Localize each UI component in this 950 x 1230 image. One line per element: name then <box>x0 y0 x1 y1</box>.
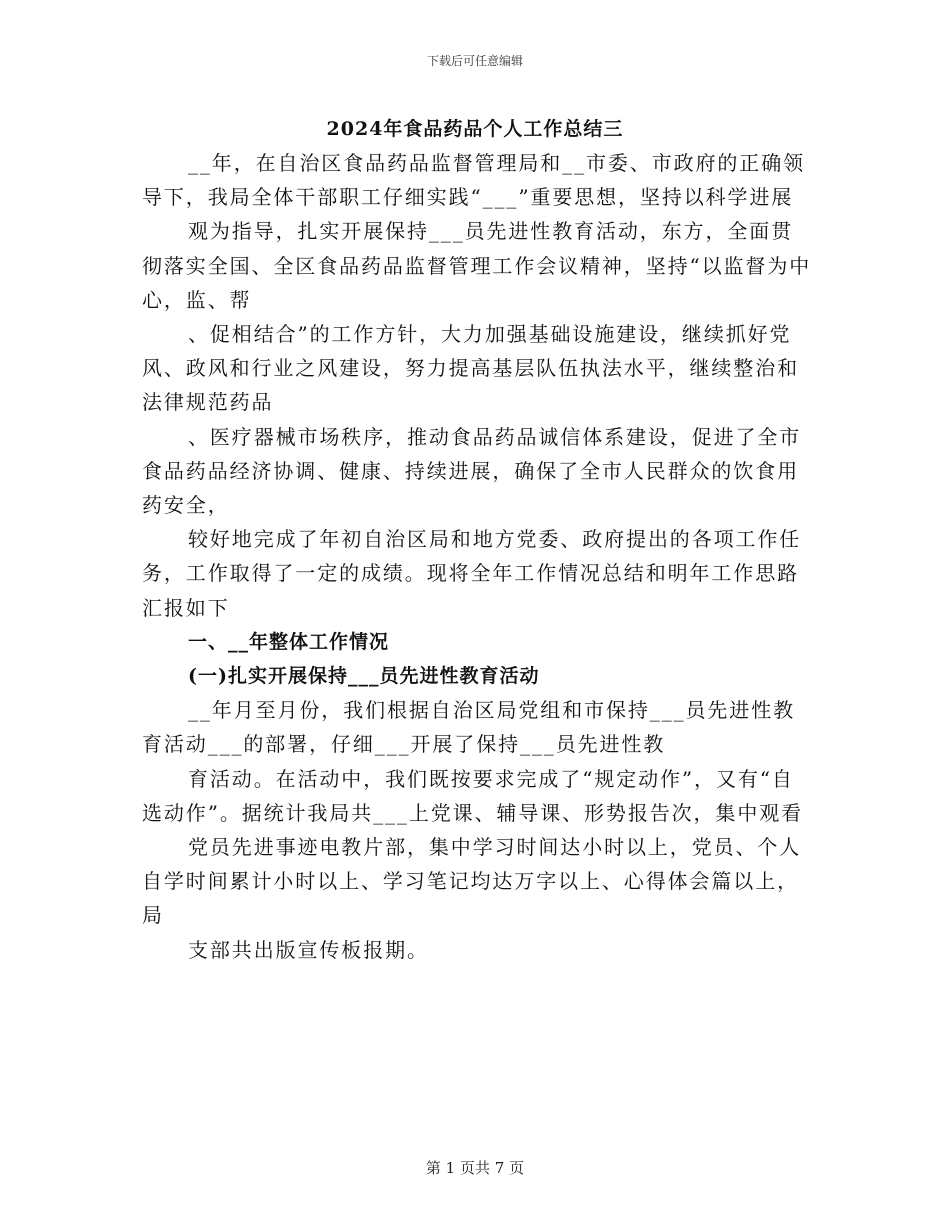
section-heading: 一、__年整体工作情况 <box>188 630 390 653</box>
paragraph: 、医疗器械市场秩序，推动食品药品诚信体系建设，促进了全市食品药品经济协调、健康、持续进展，确保了全市人民群众的饮食用药安全， <box>142 424 802 518</box>
paragraph: 党员先进事迹电教片部，集中学习时间达小时以上，党员、个人自学时间累计小时以上、学习笔记均达万字以上、心得体会篇以上，局 <box>142 835 802 928</box>
paragraph: 支部共出版宣传板报期。 <box>188 937 429 962</box>
paragraph: 育活动。在活动中，我们既按要求完成了“规定动作”，又有“自选动作”。据统计我局共___上党课、辅导课、形势报告次，集中观看 <box>142 766 804 825</box>
paragraph: 、促相结合”的工作方针，大力加强基础设施建设，继续抓好党风、政风和行业之风建设，努力提高基层队伍执法水平，继续整治和法律规范药品 <box>142 322 799 415</box>
paragraph: 较好地完成了年初自治区局和地方党委、政府提出的各项工作任务，工作取得了一定的成绩。现将全年工作情况总结和明年工作思路汇报如下 <box>142 527 802 620</box>
document-body <box>142 146 812 967</box>
paragraph: 观为指导，扎实开展保持___员先进性教育活动，东方，全面贯彻落实全国、全区食品药品监督管理工作会议精神，坚持“以监督为中心，监、帮 <box>142 219 812 312</box>
page-footer: 第 1 页共 7 页 <box>425 1159 525 1177</box>
paragraph: __年月至月份，我们根据自治区局党组和市保持___员先进性教育活动___的部署，仔细___开展了保持___员先进性教 <box>142 698 795 757</box>
header-note: 下载后可任意编辑 <box>426 54 523 68</box>
paragraph: __年，在自治区食品药品监督管理局和__市委、市政府的正确领导下，我局全体干部职工仔细实践“___”重要思想，坚持以科学进展 <box>142 151 805 210</box>
subsection-heading: (一)扎实开展保持___员先进性教育活动 <box>188 665 540 688</box>
document-title: 2024年食品药品个人工作总结三 <box>326 118 624 140</box>
